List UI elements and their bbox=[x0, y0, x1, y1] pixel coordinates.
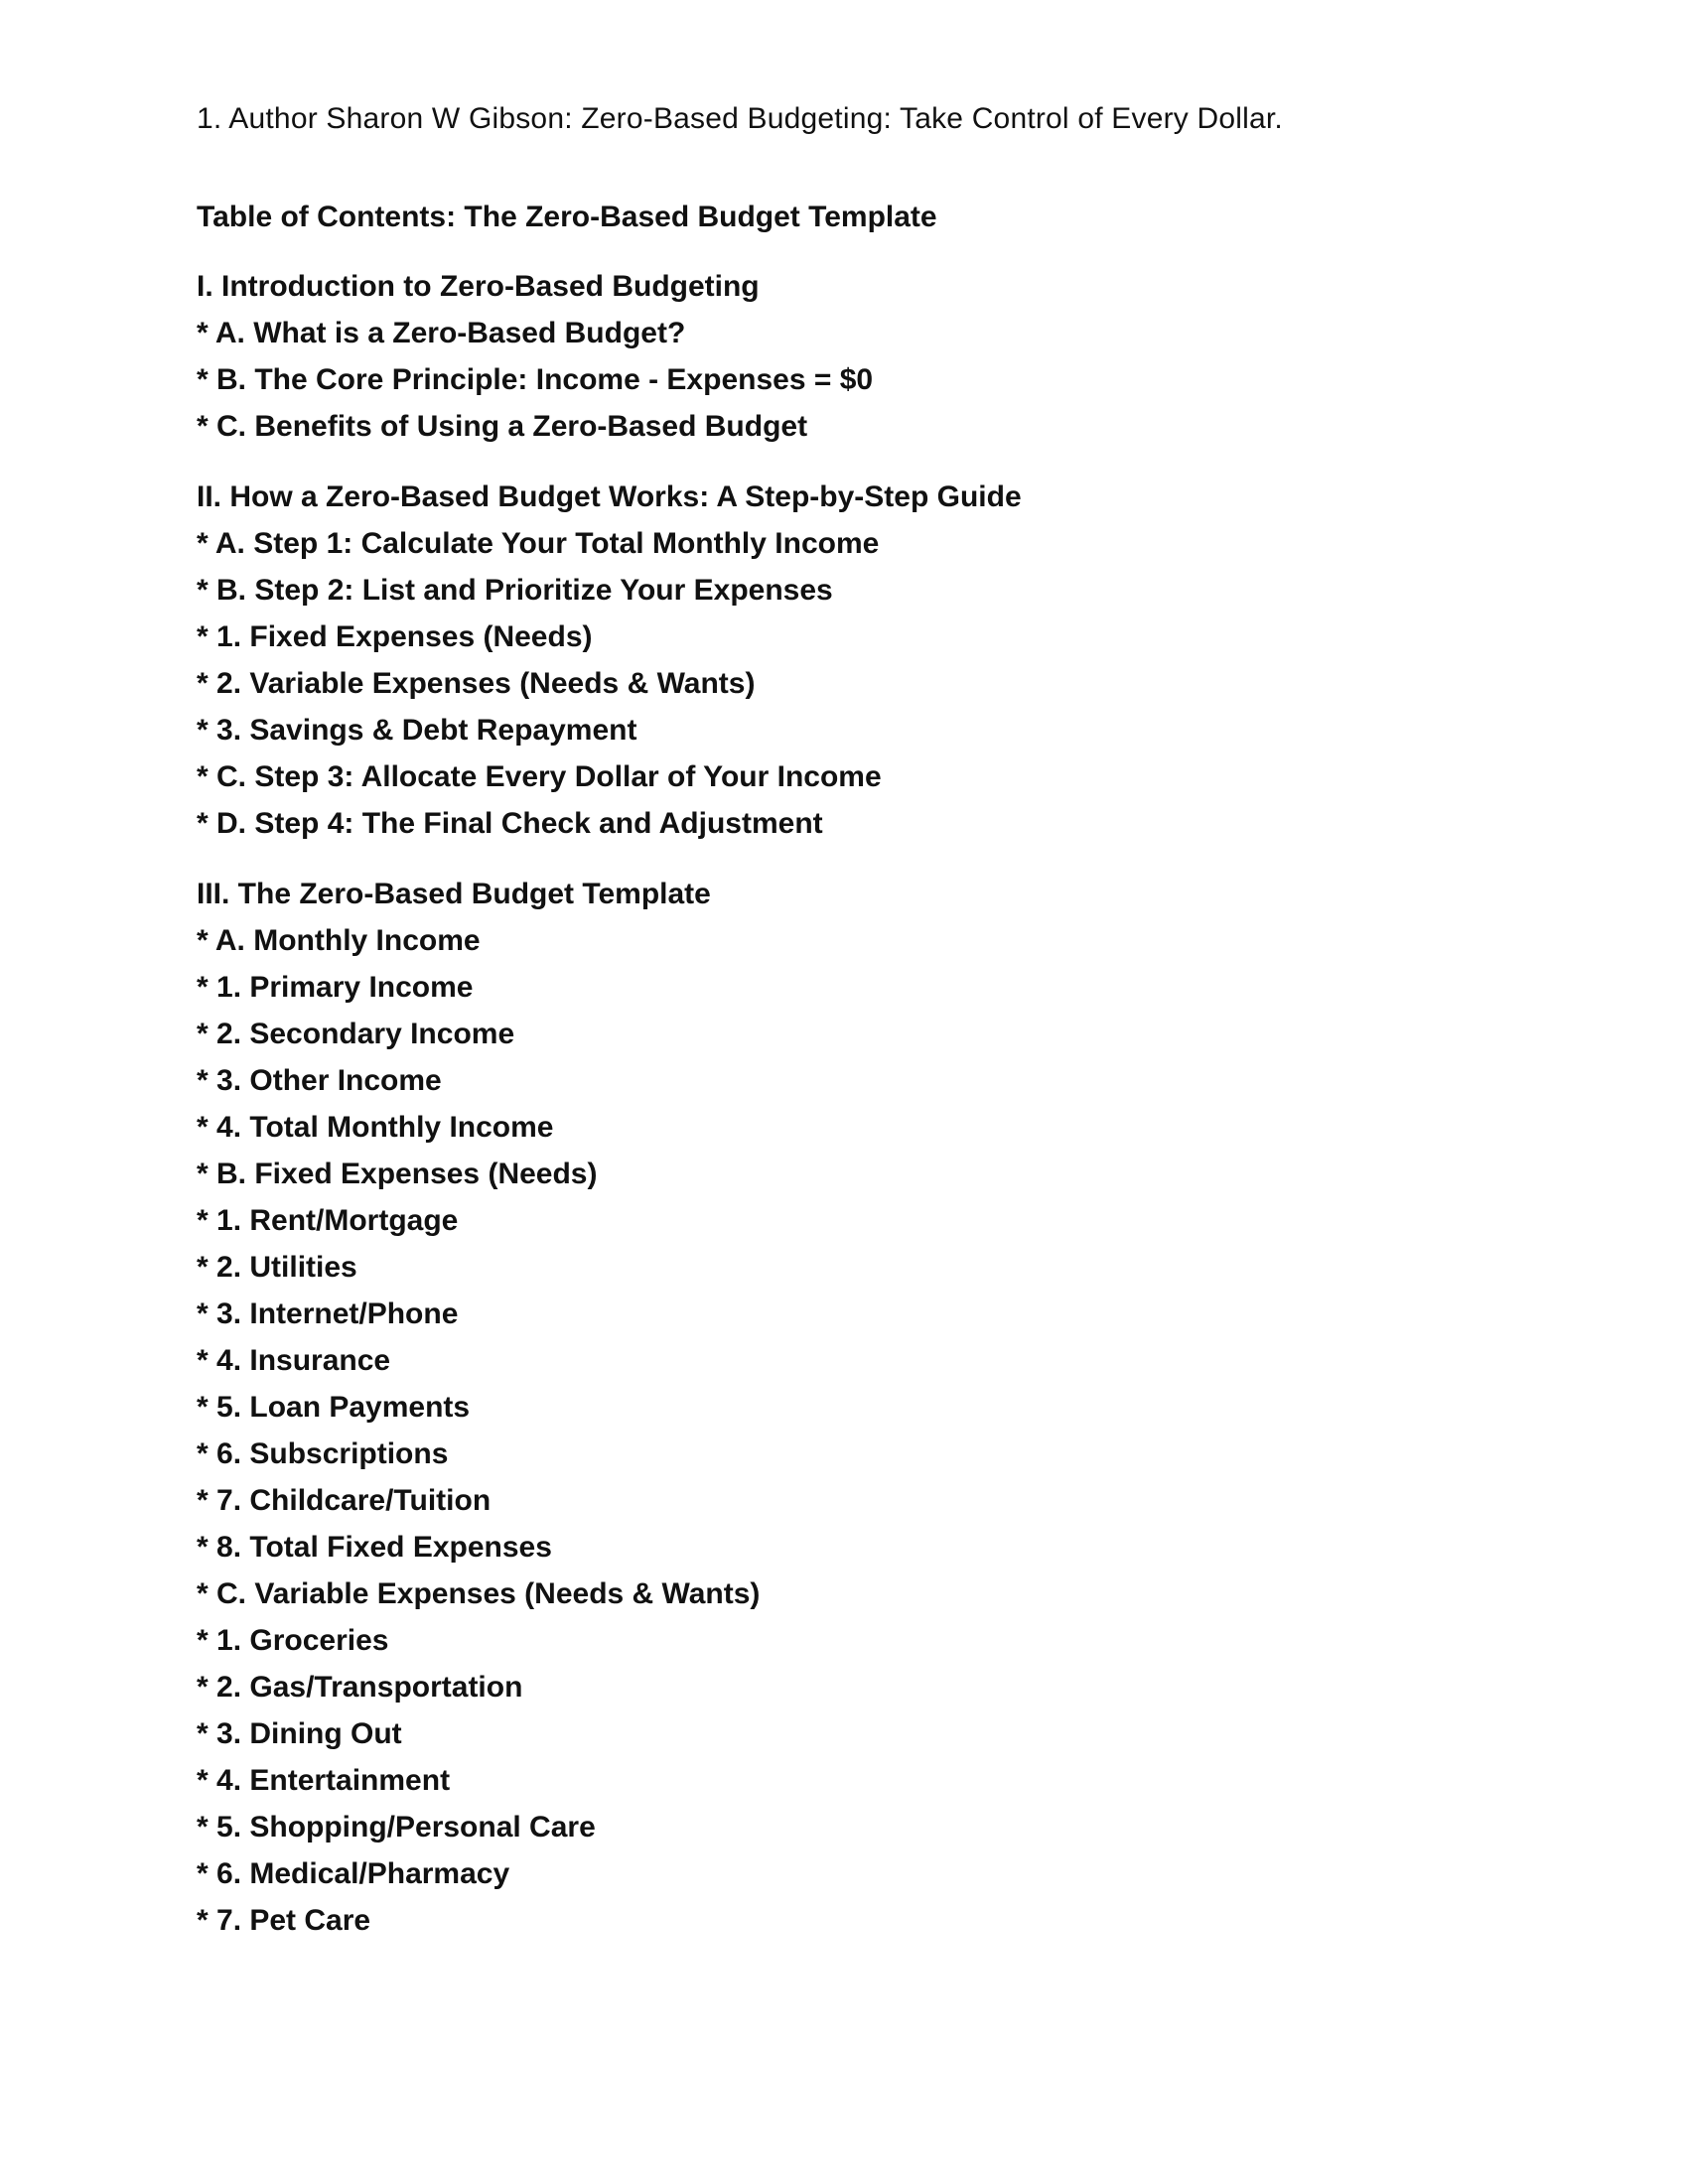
section-heading: I. Introduction to Zero-Based Budgeting bbox=[197, 270, 760, 303]
toc-item: * 1. Groceries bbox=[197, 1624, 389, 1657]
toc-section bbox=[197, 263, 1487, 450]
toc-section bbox=[197, 474, 1487, 847]
toc-item: * 6. Subscriptions bbox=[197, 1437, 449, 1470]
toc-item: * A. Monthly Income bbox=[197, 924, 481, 957]
section-heading: III. The Zero-Based Budget Template bbox=[197, 878, 711, 910]
toc-item: * B. Step 2: List and Prioritize Your Expenses bbox=[197, 574, 833, 607]
toc-item: * 1. Fixed Expenses (Needs) bbox=[197, 620, 593, 653]
toc-item: * 2. Gas/Transportation bbox=[197, 1671, 523, 1704]
author-title-line: 1. Author Sharon W Gibson: Zero-Based Budgeting: Take Control of Every Dollar. bbox=[197, 102, 1283, 135]
toc-item: * 4. Total Monthly Income bbox=[197, 1111, 554, 1144]
toc-item: * 2. Utilities bbox=[197, 1251, 357, 1284]
toc-item: * A. Step 1: Calculate Your Total Monthly Income bbox=[197, 527, 880, 560]
document-content bbox=[197, 97, 1487, 1944]
toc-item: * 5. Shopping/Personal Care bbox=[197, 1811, 596, 1843]
toc-item: * C. Variable Expenses (Needs & Wants) bbox=[197, 1577, 761, 1610]
toc-item: * 4. Entertainment bbox=[197, 1764, 451, 1797]
toc-item: * B. The Core Principle: Income - Expenses = $0 bbox=[197, 363, 874, 396]
toc-item: * D. Step 4: The Final Check and Adjustment bbox=[197, 807, 823, 840]
toc-sections bbox=[197, 263, 1487, 1944]
toc-title: Table of Contents: The Zero-Based Budget Template bbox=[197, 201, 937, 233]
toc-item: * A. What is a Zero-Based Budget? bbox=[197, 317, 686, 349]
toc-item: * 7. Pet Care bbox=[197, 1904, 371, 1937]
toc-item: * 3. Dining Out bbox=[197, 1717, 402, 1750]
toc-item: * B. Fixed Expenses (Needs) bbox=[197, 1158, 598, 1190]
toc-item: * 1. Rent/Mortgage bbox=[197, 1204, 459, 1237]
toc-item: * 2. Secondary Income bbox=[197, 1018, 515, 1050]
toc-item: * 3. Savings & Debt Repayment bbox=[197, 714, 637, 747]
toc-item: * 3. Other Income bbox=[197, 1064, 442, 1097]
toc-item: * 7. Childcare/Tuition bbox=[197, 1484, 492, 1517]
toc-item: * 1. Primary Income bbox=[197, 971, 474, 1004]
toc-item: * 4. Insurance bbox=[197, 1344, 391, 1377]
toc-item: * 3. Internet/Phone bbox=[197, 1297, 459, 1330]
section-heading: II. How a Zero-Based Budget Works: A Step-by-Step Guide bbox=[197, 480, 1022, 513]
toc-item: * C. Benefits of Using a Zero-Based Budget bbox=[197, 410, 808, 443]
toc-section bbox=[197, 871, 1487, 1944]
toc-item: * C. Step 3: Allocate Every Dollar of Your Income bbox=[197, 760, 882, 793]
toc-item: * 8. Total Fixed Expenses bbox=[197, 1531, 552, 1564]
toc-item: * 6. Medical/Pharmacy bbox=[197, 1857, 510, 1890]
toc-item: * 2. Variable Expenses (Needs & Wants) bbox=[197, 667, 756, 700]
toc-item: * 5. Loan Payments bbox=[197, 1391, 471, 1424]
